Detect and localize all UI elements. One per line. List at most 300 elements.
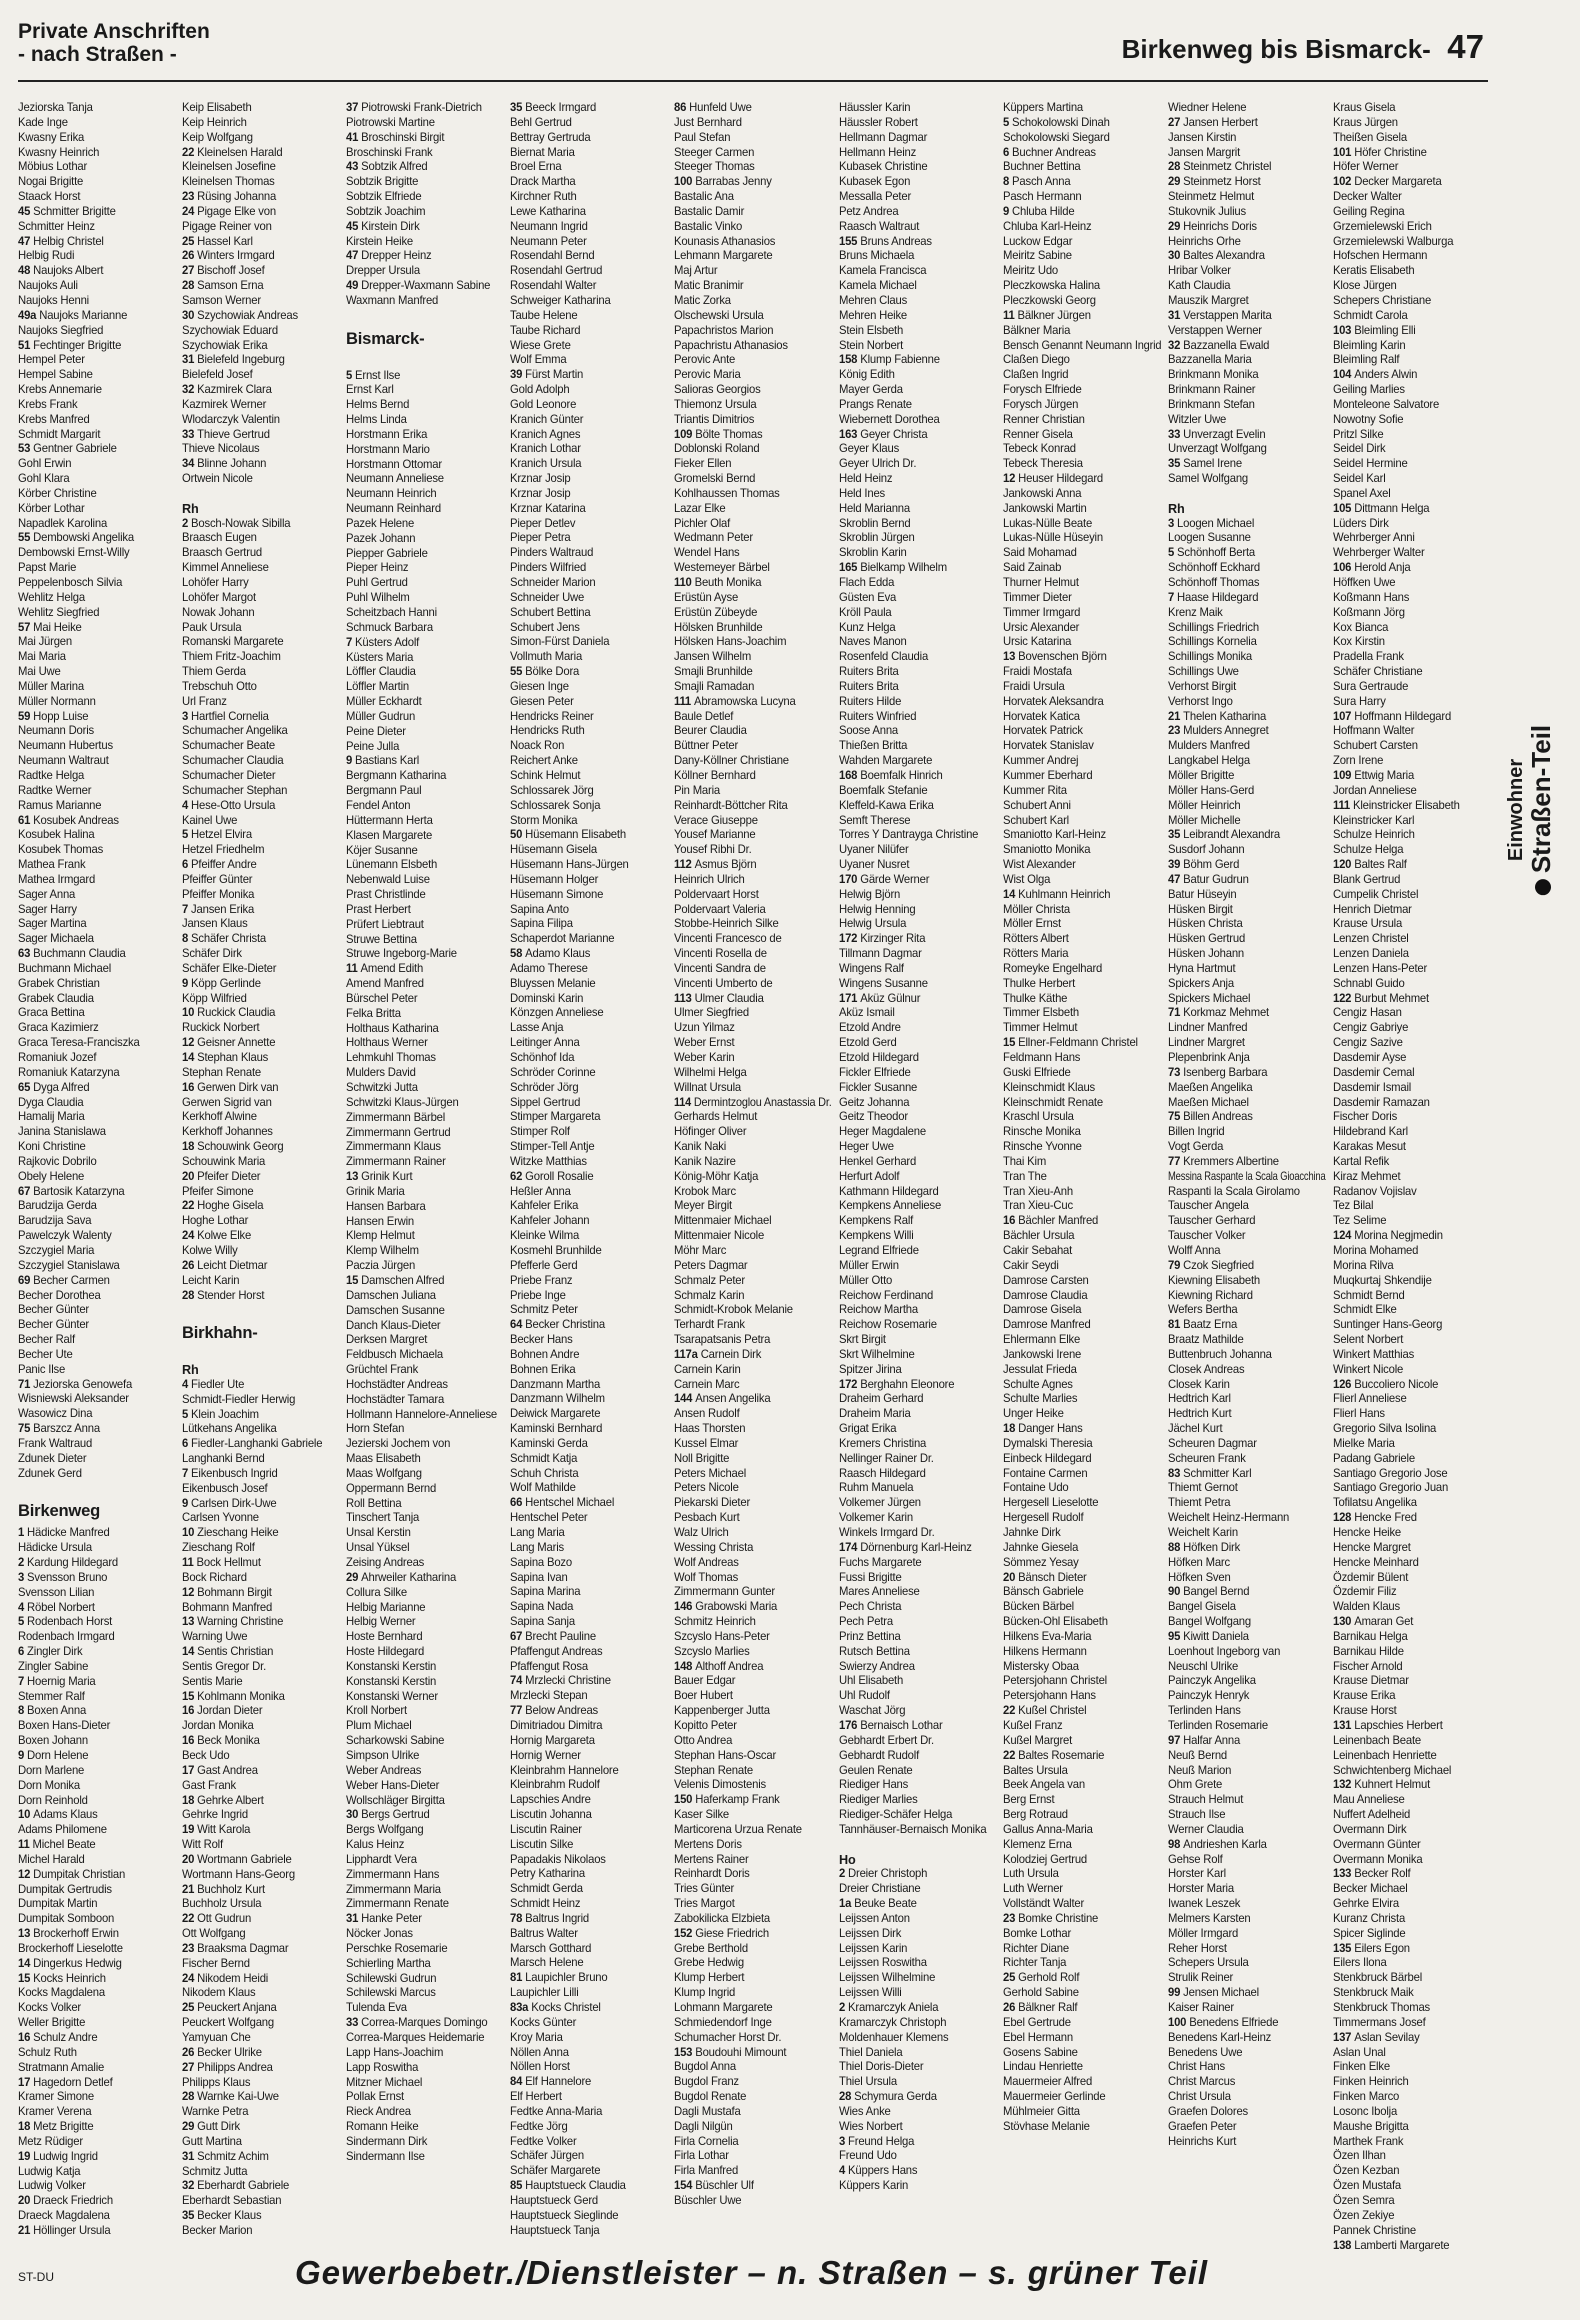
resident-entry: Zimmermann Klaus [346, 1140, 441, 1154]
spacer [182, 1303, 344, 1318]
resident-entry: 33 Unverzagt Evelin [1168, 427, 1266, 441]
resident-entry: Lukas-Nülle Beate [1003, 516, 1093, 530]
resident-entry: Ruiters Brita [839, 679, 899, 693]
resident-entry: Weichelt Karin [1168, 1526, 1238, 1539]
resident-entry: Melmers Karsten [1168, 1911, 1251, 1925]
resident-entry: Hochstädter Tamara [346, 1392, 445, 1406]
resident-entry: Horster Maria [1168, 1882, 1234, 1896]
resident-entry: Becher Günter [18, 1318, 89, 1332]
resident-entry: Hribar Volker [1168, 264, 1231, 278]
resident-entry: Wiese Grete [510, 338, 571, 352]
resident-entry: Schwichtenberg Michael [1333, 1763, 1452, 1777]
resident-entry: Jordan Anneliese [1333, 783, 1417, 797]
resident-entry: Zimmermann Bärbel [346, 1110, 446, 1124]
resident-entry: Timmer Helmut [1003, 1021, 1078, 1035]
resident-entry: 21 Buchholz Kurt [182, 1882, 265, 1896]
resident-entry: Jessulat Frieda [1003, 1362, 1077, 1376]
resident-entry: Lohmann Margarete [674, 2001, 773, 2014]
resident-entry: Häussler Robert [839, 115, 918, 129]
resident-entry: Neumann Ingrid [510, 219, 588, 233]
resident-entry: 22 Ott Gudrun [182, 1912, 252, 1926]
resident-entry: Helwig Björn [839, 887, 901, 901]
resident-entry: 2 Kramarczyk Aniela [839, 2001, 939, 2014]
resident-entry: Lohöfer Harry [182, 576, 249, 589]
resident-entry: Naves Manon [839, 635, 907, 649]
resident-entry: 101 Höfer Christine [1333, 145, 1427, 159]
resident-entry: Pin Maria [674, 783, 720, 797]
resident-entry: Kramer Verena [18, 2105, 92, 2119]
resident-entry: Mrzlecki Stepan [510, 1689, 588, 1703]
resident-entry: Hilkens Eva-Maria [1003, 1629, 1092, 1643]
resident-entry: 1a Beuke Beate [839, 1897, 917, 1911]
resident-entry: Smajli Ramadan [674, 679, 755, 693]
resident-entry: Kosubek Thomas [18, 843, 104, 857]
resident-entry: Möhr Marc [674, 1243, 727, 1257]
resident-entry: Biernat Maria [510, 145, 575, 159]
resident-entry: Kocks Volker [18, 2001, 82, 2015]
resident-entry: 47 Batur Gudrun [1168, 872, 1249, 886]
resident-entry: Wolf Thomas [674, 1570, 739, 1584]
resident-entry: Theißen Gisela [1333, 130, 1407, 144]
resident-entry: Lasse Anja [510, 1021, 564, 1035]
resident-entry: Seidel Karl [1333, 472, 1386, 486]
page-number: 47 [1447, 28, 1484, 65]
resident-entry: Draheim Gerhard [839, 1392, 924, 1406]
resident-entry: Wilhelmi Helga [674, 1065, 747, 1079]
resident-entry: Steinmetz Helmut [1168, 190, 1255, 204]
resident-entry: Bastalic Vinko [674, 219, 743, 233]
resident-entry: Thiemonz Ursula [674, 397, 757, 411]
resident-entry: Bleimling Ralf [1333, 353, 1400, 367]
resident-entry: Papadakis Nikolaos [510, 1852, 606, 1866]
resident-entry: 3 Svensson Bruno [18, 1570, 108, 1584]
resident-entry: Horvatek Stanislav [1003, 739, 1094, 753]
resident-entry: Bücken-Ohl Elisabeth [1003, 1615, 1108, 1629]
resident-entry: Schneider Uwe [510, 590, 585, 604]
resident-entry: Damrose Manfred [1003, 1318, 1091, 1332]
resident-entry: Mau Anneliese [1333, 1793, 1405, 1807]
resident-entry: Messina Raspante la Scala Gioacchina [1168, 1169, 1326, 1183]
resident-entry: Müller Normann [18, 694, 96, 708]
resident-entry: Bangel Gisela [1168, 1600, 1236, 1614]
resident-entry: 31 Verstappen Marita [1168, 308, 1272, 322]
resident-entry: Grigat Erika [839, 1422, 897, 1436]
resident-entry: Flach Edda [839, 576, 895, 589]
resident-entry: Meiritz Sabine [1003, 249, 1072, 263]
resident-entry: Bugdol Anna [674, 2060, 736, 2074]
resident-entry: Wist Alexander [1003, 858, 1076, 872]
resident-entry: Lindner Margret [1168, 1036, 1245, 1050]
resident-entry: Selent Norbert [1333, 1333, 1404, 1347]
resident-entry: Monteleone Salvatore [1333, 397, 1440, 411]
resident-entry: Özen Kezban [1333, 2164, 1400, 2178]
resident-entry: Helbig Rudi [18, 249, 75, 263]
resident-entry: Liscutin Rainer [510, 1822, 582, 1836]
resident-entry: Mulders Manfred [1168, 739, 1250, 753]
resident-entry: Oppermann Bernd [346, 1481, 437, 1495]
resident-entry: Krebs Manfred [18, 412, 90, 426]
resident-entry: Kroy Maria [510, 2030, 563, 2044]
resident-entry: Heinrich Ulrich [674, 872, 745, 886]
resident-entry: Sapina Marina [510, 1585, 581, 1599]
resident-entry: 154 Büschler Ulf [674, 2179, 754, 2193]
resident-entry: Konstanski Werner [346, 1689, 438, 1703]
resident-entry: Pieper Heinz [346, 561, 409, 575]
resident-entry: 83 Schmitter Karl [1168, 1466, 1252, 1480]
resident-entry: Schulte Marlies [1003, 1392, 1078, 1406]
resident-entry: Adams Philomene [18, 1823, 107, 1837]
resident-entry: Skrt Wilhelmine [839, 1347, 915, 1361]
resident-entry: Gehrke Elvira [1333, 1897, 1399, 1911]
resident-entry: Hencke Margret [1333, 1540, 1411, 1554]
resident-entry: Skroblin Karin [839, 546, 907, 560]
resident-entry: Finken Marco [1333, 2090, 1400, 2104]
resident-entry: Schillings Uwe [1168, 665, 1239, 679]
resident-entry: Gallus Anna-Maria [1003, 1822, 1093, 1836]
resident-entry: 102 Decker Margareta [1333, 175, 1442, 189]
spacer [182, 1348, 344, 1363]
resident-entry: Closek Karin [1168, 1377, 1230, 1391]
resident-entry: 67 Bartosik Katarzyna [18, 1184, 125, 1198]
resident-entry: Heinrichs Orhe [1168, 234, 1241, 248]
resident-entry: Peters Nicole [674, 1481, 739, 1495]
resident-entry: Sager Michaela [18, 932, 94, 946]
resident-entry: Maeßen Michael [1168, 1095, 1249, 1109]
resident-entry: Nikodem Klaus [182, 1986, 256, 2000]
resident-entry: Nowak Johann [182, 605, 255, 619]
resident-entry: 64 Becker Christina [510, 1318, 605, 1332]
resident-entry: Müller Otto [839, 1273, 893, 1287]
resident-entry: Legrand Elfriede [839, 1243, 919, 1257]
resident-entry: Kazmirek Werner [182, 397, 267, 411]
resident-entry: Bergmann Paul [346, 784, 422, 798]
resident-entry: Witzke Matthias [510, 1154, 587, 1168]
resident-entry: Kappenberger Jutta [674, 1704, 770, 1718]
resident-entry: Kraus Jürgen [1333, 115, 1398, 129]
resident-entry: Lang Maria [510, 1526, 565, 1539]
resident-entry: Etzold Gerd [839, 1036, 897, 1050]
resident-entry: Schmidt Carola [1333, 308, 1408, 322]
resident-entry: Klemenz Erna [1003, 1837, 1072, 1851]
resident-entry: Hencke Meinhard [1333, 1555, 1419, 1569]
resident-entry: Graca Kazimierz [18, 1021, 99, 1035]
side-label-small: Einwohner [1505, 758, 1527, 862]
resident-entry: Szychowiak Erika [182, 338, 268, 352]
resident-entry: Zabokilicka Elzbieta [674, 1911, 771, 1925]
resident-entry: Hauptstueck Tanja [510, 2223, 600, 2237]
resident-entry: Koni Christine [18, 1140, 86, 1154]
resident-entry: Perovic Maria [674, 368, 741, 382]
resident-entry: Grabek Christian [18, 976, 100, 990]
resident-entry: Becher Dorothea [18, 1288, 101, 1302]
resident-entry: Wolff Anna [1168, 1243, 1221, 1257]
resident-entry: Leijssen Karin [839, 1941, 908, 1955]
resident-entry: Barnikau Hilde [1333, 1644, 1404, 1658]
resident-entry: Held Marianna [839, 501, 910, 515]
resident-entry: Fischer Arnold [1333, 1659, 1403, 1673]
resident-entry: Poldervaart Valeria [674, 902, 766, 916]
resident-entry: Reichert Anke [510, 754, 578, 768]
resident-entry: Schubert Bettina [510, 605, 591, 619]
resident-entry: Nogai Brigitte [18, 175, 84, 189]
resident-entry: Jankowski Anna [1003, 486, 1082, 500]
resident-entry: Schlossarek Jörg [510, 783, 594, 797]
resident-entry: Sapina Sanja [510, 1615, 575, 1629]
resident-entry: Müller Erwin [839, 1258, 899, 1272]
resident-entry: Holthaus Werner [346, 1036, 428, 1050]
resident-entry: Lütkehans Angelika [182, 1422, 277, 1436]
resident-entry: Kummer Eberhard [1003, 768, 1093, 782]
resident-entry: Timmer Elsbeth [1003, 1006, 1080, 1020]
resident-entry: Prüfert Liebtraut [346, 917, 424, 931]
resident-entry: Koßmann Jörg [1333, 605, 1405, 619]
resident-entry: 153 Boudouhi Mimount [674, 2045, 787, 2059]
resident-entry: Painczyk Henryk [1168, 1689, 1250, 1703]
resident-entry: Stövhase Melanie [1003, 2119, 1090, 2133]
resident-entry: Schnabl Guido [1333, 976, 1405, 990]
resident-entry: Nowotny Sofie [1333, 412, 1404, 426]
resident-entry: 78 Baltrus Ingrid [510, 1911, 590, 1925]
resident-entry: 88 Höfken Dirk [1168, 1540, 1241, 1554]
resident-entry: Helms Bernd [346, 398, 410, 412]
resident-entry: Verace Giuseppe [674, 813, 758, 827]
resident-entry: 23 Braaksma Dagmar [182, 1941, 289, 1955]
resident-entry: 20 Wortmann Gabriele [182, 1852, 292, 1866]
resident-entry: Kainel Uwe [182, 813, 238, 827]
resident-entry: Jankowski Irene [1003, 1347, 1082, 1361]
resident-entry: Sura Gertraude [1333, 679, 1409, 693]
resident-entry: Kleinschmidt Klaus [1003, 1080, 1096, 1094]
resident-entry: 27 Philipps Andrea [182, 2060, 273, 2074]
resident-entry: Timmer Irmgard [1003, 605, 1081, 619]
resident-entry: Claßen Ingrid [1003, 368, 1069, 382]
resident-entry: Etzold Hildegard [839, 1051, 919, 1064]
resident-entry: Riediger Hans [839, 1778, 909, 1792]
resident-entry: Luth Ursula [1003, 1867, 1059, 1881]
resident-entry: Terlinden Rosemarie [1168, 1718, 1268, 1732]
resident-entry: Özen Zekiye [1333, 2208, 1395, 2222]
resident-entry: 79 Czok Siegfried [1168, 1258, 1254, 1272]
resident-entry: Brinkmann Stefan [1168, 397, 1255, 411]
resident-entry: Kade Inge [18, 115, 68, 129]
resident-entry: Meiritz Udo [1003, 264, 1059, 278]
resident-entry: Kolodziej Gertrud [1003, 1852, 1088, 1866]
resident-entry: Neumann Reinhard [346, 502, 441, 516]
resident-entry: Becher Ute [18, 1347, 73, 1361]
resident-entry: Feldbusch Michaela [346, 1348, 444, 1362]
resident-entry: 176 Bernaisch Lothar [839, 1718, 943, 1732]
resident-entry: Amend Manfred [346, 977, 424, 991]
resident-entry: Braatz Mathilde [1168, 1333, 1244, 1347]
resident-entry: Sapina Filipa [510, 917, 573, 931]
resident-entry: Langhanki Bernd [182, 1452, 265, 1466]
resident-entry: Soose Anna [839, 724, 899, 738]
resident-entry: Obely Helene [18, 1169, 85, 1183]
resident-entry: 11 Michel Beate [18, 1838, 96, 1852]
resident-entry: Lukas-Nülle Hüseyin [1003, 531, 1103, 545]
footer-banner: Gewerbebetr./Dienstleister – n. Straßen – s. grüner Teil [295, 2254, 1209, 2291]
resident-entry: Reher Horst [1168, 1941, 1227, 1955]
resident-entry: Fraidi Mostafa [1003, 665, 1072, 679]
resident-entry: 150 Haferkamp Frank [674, 1793, 780, 1807]
resident-entry: 22 Kußel Christel [1003, 1704, 1087, 1718]
resident-entry: Gerhards Helmut [674, 1110, 758, 1124]
resident-entry: Pauk Ursula [182, 620, 242, 634]
resident-entry: Stein Norbert [839, 338, 904, 352]
resident-entry: Ohm Grete [1168, 1778, 1223, 1792]
resident-entry: 22 Kleinelsen Harald [182, 145, 283, 159]
resident-entry: Luckow Edgar [1003, 234, 1073, 248]
resident-entry: Konstanski Kerstin [346, 1659, 437, 1673]
resident-entry: Lindner Manfred [1168, 1021, 1248, 1035]
resident-entry: Rinsche Monika [1003, 1125, 1081, 1139]
spacer [182, 487, 344, 502]
resident-entry: Pleczkowska Halina [1003, 279, 1101, 293]
resident-entry: 21 Höllinger Ursula [18, 2223, 111, 2237]
resident-entry: 12 Geisner Annette [182, 1036, 276, 1050]
resident-entry: Zimmermann Hans [346, 1867, 440, 1881]
resident-entry: Beck Udo [182, 1748, 230, 1762]
resident-entry: 131 Lapschies Herbert [1333, 1718, 1443, 1732]
resident-entry: Thieve Nicolaus [182, 442, 260, 456]
resident-entry: 111 Kleinstricker Elisabeth [1333, 798, 1460, 812]
resident-entry: Schulze Heinrich [1333, 828, 1415, 842]
resident-entry: Neuß Bernd [1168, 1748, 1228, 1762]
resident-entry: Claßen Diego [1003, 353, 1070, 367]
resident-entry: Rieck Andrea [346, 2105, 411, 2119]
resident-entry: Unverzagt Wolfgang [1168, 442, 1267, 456]
resident-entry: Sapina Ivan [510, 1570, 568, 1584]
resident-entry: Kleinelsen Josefine [182, 160, 276, 174]
resident-entry: Steeger Carmen [674, 145, 755, 159]
directory-column [1331, 101, 1495, 2252]
resident-entry: Pollak Ernst [346, 2090, 404, 2104]
resident-entry: Mathea Irmgard [18, 872, 96, 886]
resident-entry: Eberhardt Sebastian [182, 2194, 282, 2208]
resident-entry: 31 Schmitz Achim [182, 2149, 269, 2163]
resident-entry: 112 Asmus Björn [674, 858, 757, 872]
resident-entry: Dany-Köllner Christiane [674, 754, 789, 768]
resident-entry: Hoste Bernhard [346, 1630, 423, 1644]
resident-entry: Hempel Sabine [18, 368, 93, 382]
resident-entry: Samson Werner [182, 293, 261, 307]
resident-entry: Danzmann Martha [510, 1377, 601, 1391]
resident-entry: Ruiters Brita [839, 665, 899, 679]
resident-entry: Peuckert Wolfgang [182, 2016, 274, 2030]
resident-entry: Unger Heike [1003, 1407, 1064, 1421]
resident-entry: Strauch Ilse [1168, 1808, 1226, 1822]
resident-entry: Kanik Nazire [674, 1154, 736, 1168]
resident-entry: Noll Brigitte [674, 1451, 730, 1465]
resident-entry: Firla Lothar [674, 2149, 729, 2163]
resident-entry: 158 Klump Fabienne [839, 353, 940, 367]
resident-entry: Baltes Ursula [1003, 1763, 1068, 1777]
resident-entry: Piepper Gabriele [346, 546, 428, 560]
resident-entry: Ruhm Manuela [839, 1481, 914, 1495]
resident-entry: Skroblin Jürgen [839, 531, 915, 545]
resident-entry: Schumacher Claudia [182, 754, 284, 768]
resident-entry: Bugdol Renate [674, 2090, 747, 2104]
resident-entry: Broschinski Frank [346, 145, 433, 159]
resident-entry: 10 Adams Klaus [18, 1808, 98, 1822]
resident-entry: Schäfer Margarete [510, 2164, 601, 2178]
resident-entry: Fussi Brigitte [839, 1570, 902, 1584]
resident-entry: Bergmann Katharina [346, 769, 447, 783]
resident-entry: Kubasek Christine [839, 160, 928, 174]
resident-entry: 3 Hartfiel Cornelia [182, 709, 269, 723]
resident-entry: Hüttermann Herta [346, 813, 433, 827]
resident-entry: Blank Gertrud [1333, 872, 1401, 886]
resident-entry: Piotrowski Martine [346, 115, 435, 129]
resident-entry: 26 Becker Ulrike [182, 2045, 262, 2059]
resident-entry: Pannek Christine [1333, 2223, 1416, 2237]
resident-entry: Buchner Bettina [1003, 160, 1081, 174]
resident-entry: 35 Beeck Irmgard [510, 101, 597, 114]
resident-entry: 7 Hoernig Maria [18, 1674, 96, 1688]
resident-entry: 15 Kocks Heinrich [18, 1971, 106, 1985]
resident-entry: Elf Herbert [510, 2090, 562, 2104]
resident-entry: 117a Carnein Dirk [674, 1347, 762, 1361]
resident-entry: Küppers Martina [1003, 101, 1084, 114]
resident-entry: Philipps Klaus [182, 2075, 251, 2089]
resident-entry: Schuh Christa [510, 1466, 579, 1480]
resident-entry: Papst Marie [18, 561, 77, 575]
resident-entry: Velenis Dimostenis [674, 1778, 767, 1792]
resident-entry: Kempkens Anneliese [839, 1199, 942, 1213]
resident-entry: Zingler Sabine [18, 1659, 89, 1673]
resident-entry: 28 Steinmetz Christel [1168, 160, 1272, 174]
resident-entry: Schmidt-Krobok Melanie [674, 1303, 793, 1317]
resident-entry: Brinkmann Rainer [1168, 383, 1256, 397]
resident-entry: Stephan Hans-Oscar [674, 1748, 777, 1762]
resident-entry: Pazek Helene [346, 516, 415, 530]
resident-entry: Swierzy Andrea [839, 1659, 915, 1673]
resident-entry: 5 Schokolowski Dinah [1003, 115, 1110, 129]
resident-entry: 11 Amend Edith [346, 962, 424, 976]
resident-entry: 5 Ernst Ilse [346, 368, 401, 382]
resident-entry: Geitz Theodor [839, 1110, 908, 1124]
directory-columns [16, 101, 1488, 2252]
resident-entry: 5 Schönhoff Berta [1168, 546, 1255, 560]
resident-entry: Leijssen Wilhelmine [839, 1971, 936, 1985]
resident-entry: Lapschies Andre [510, 1793, 591, 1807]
resident-entry: Laupichler Lilli [510, 1986, 579, 2000]
resident-entry: 12 Dumpitak Christian [18, 1867, 126, 1881]
resident-entry: Weber Hans-Dieter [346, 1778, 440, 1792]
resident-entry: Werner Claudia [1168, 1822, 1244, 1836]
resident-entry: Michel Harald [18, 1852, 85, 1866]
resident-entry: Papachristu Athanasios [674, 338, 788, 352]
resident-entry: Jankowski Martin [1003, 501, 1087, 515]
resident-entry: Rosendahl Bernd [510, 249, 595, 263]
resident-entry: Petz Andrea [839, 204, 899, 218]
resident-entry: Hölsken Hans-Joachim [674, 635, 787, 649]
resident-entry: Cengiz Gabriye [1333, 1021, 1409, 1035]
resident-entry: Lüders Dirk [1333, 516, 1389, 530]
resident-entry: Szcyslo Hans-Peter [674, 1629, 770, 1643]
resident-entry: Bauer Edgar [674, 1674, 736, 1688]
resident-entry: Boer Hubert [674, 1689, 733, 1703]
resident-entry: Kiewning Elisabeth [1168, 1273, 1261, 1287]
resident-entry: Krenz Maik [1168, 605, 1223, 619]
resident-entry: Lenzen Hans-Peter [1333, 961, 1428, 975]
resident-entry: Hamalij Maria [18, 1110, 85, 1124]
resident-entry: Schäfer Christiane [1333, 665, 1423, 679]
resident-entry: Tauscher Gerhard [1168, 1214, 1256, 1228]
resident-entry: Pfeiffer Günter [182, 872, 253, 886]
resident-entry: 43 Sobtzik Alfred [346, 160, 428, 174]
resident-entry: Sobtzik Brigitte [346, 175, 419, 189]
